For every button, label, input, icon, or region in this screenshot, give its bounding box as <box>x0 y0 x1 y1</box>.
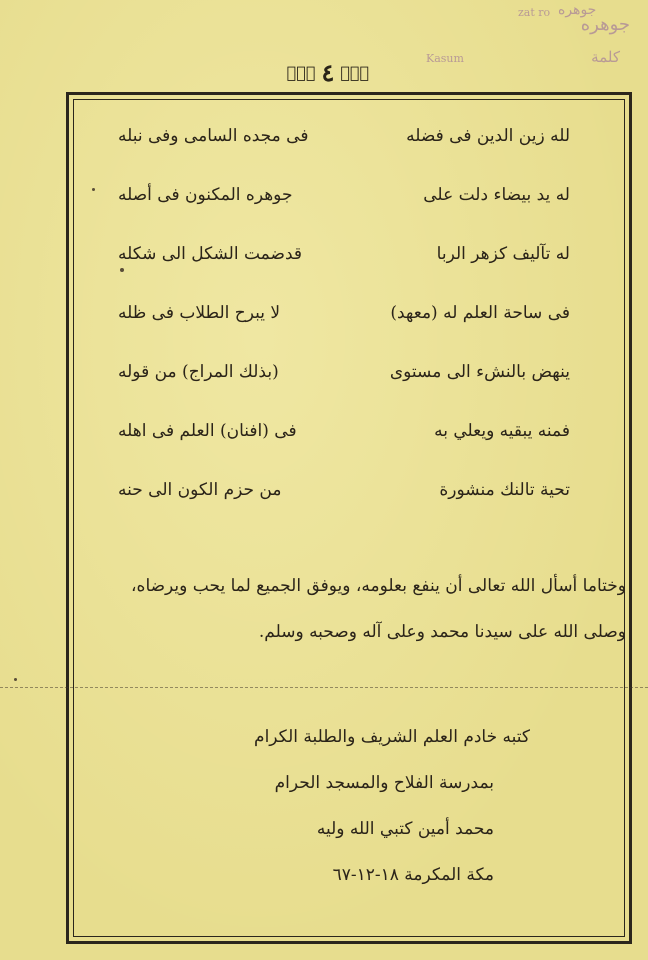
verse <box>100 362 600 421</box>
verse-first-hemistich: فى ساحة العلم له (معهد) <box>390 303 570 323</box>
verse <box>100 185 600 244</box>
ornament-icon: ❧✠ฺ <box>286 62 316 82</box>
top-note: جوهره <box>558 2 597 18</box>
verse-second-hemistich: فى (افنان) العلم فى اهله <box>118 421 297 441</box>
verse <box>100 244 600 303</box>
signature-line: كتبه خادم العلم الشريف والطلبة الكرام <box>254 727 530 747</box>
ink-speck <box>14 678 17 681</box>
verse <box>100 303 600 362</box>
verse <box>100 480 600 539</box>
verse <box>100 421 600 480</box>
verse-first-hemistich: فمنه يبقيه ويعلي به <box>434 421 570 441</box>
signature-place-date: مكة المكرمة ١٨-١٢-٦٧ <box>332 865 494 885</box>
verse-second-hemistich: لا يبرح الطلاب فى ظله <box>118 303 281 323</box>
verse <box>100 126 600 185</box>
verse-first-hemistich: له يد بيضاء دلت على <box>423 185 570 205</box>
signature-block <box>170 714 530 898</box>
signature-author: محمد أمين كتبي الله وليه <box>316 819 494 839</box>
verse-second-hemistich: قدضمت الشكل الى شكله <box>118 244 302 264</box>
top-note: Kasum <box>426 52 464 65</box>
closing-line: وصلى الله على سيدنا محمد وعلى آله وصحبه وسلم. <box>258 622 626 642</box>
page-number-header <box>268 52 388 92</box>
ornament-icon: ✠ฺ☙ <box>340 62 370 82</box>
handwritten-notes <box>398 4 638 74</box>
ink-speck <box>92 188 95 191</box>
poem <box>100 126 600 539</box>
verse-first-hemistich: تحية تالنك منشورة <box>439 480 570 500</box>
top-note: zat ro <box>518 6 551 19</box>
verse-second-hemistich: (بذلك المراج) من قوله <box>118 362 279 382</box>
fold-line <box>0 687 648 688</box>
page-number: ٤ <box>321 57 335 87</box>
verse-first-hemistich: لله زين الدين فى فضله <box>406 126 570 146</box>
ink-speck <box>120 268 124 272</box>
top-note: كلمة <box>591 48 620 66</box>
signature-line: بمدرسة الفلاح والمسجد الحرام <box>274 773 494 793</box>
verse-first-hemistich: له تآليف كزهر الربا <box>436 244 570 264</box>
verse-second-hemistich: فى مجده السامى وفى نبله <box>118 126 309 146</box>
closing-paragraph <box>66 560 626 658</box>
verse-second-hemistich: من حزم الكون الى حنه <box>118 480 282 500</box>
top-note: جوهره <box>580 14 630 35</box>
closing-line: وختاما أسأل الله تعالى أن ينفع بعلومه، ويوفق الجميع لما يحب ويرضاه، <box>131 576 626 596</box>
verse-second-hemistich: جوهره المكنون فى أصله <box>118 185 293 205</box>
verse-first-hemistich: ينهض بالنشء الى مستوى <box>389 362 570 382</box>
